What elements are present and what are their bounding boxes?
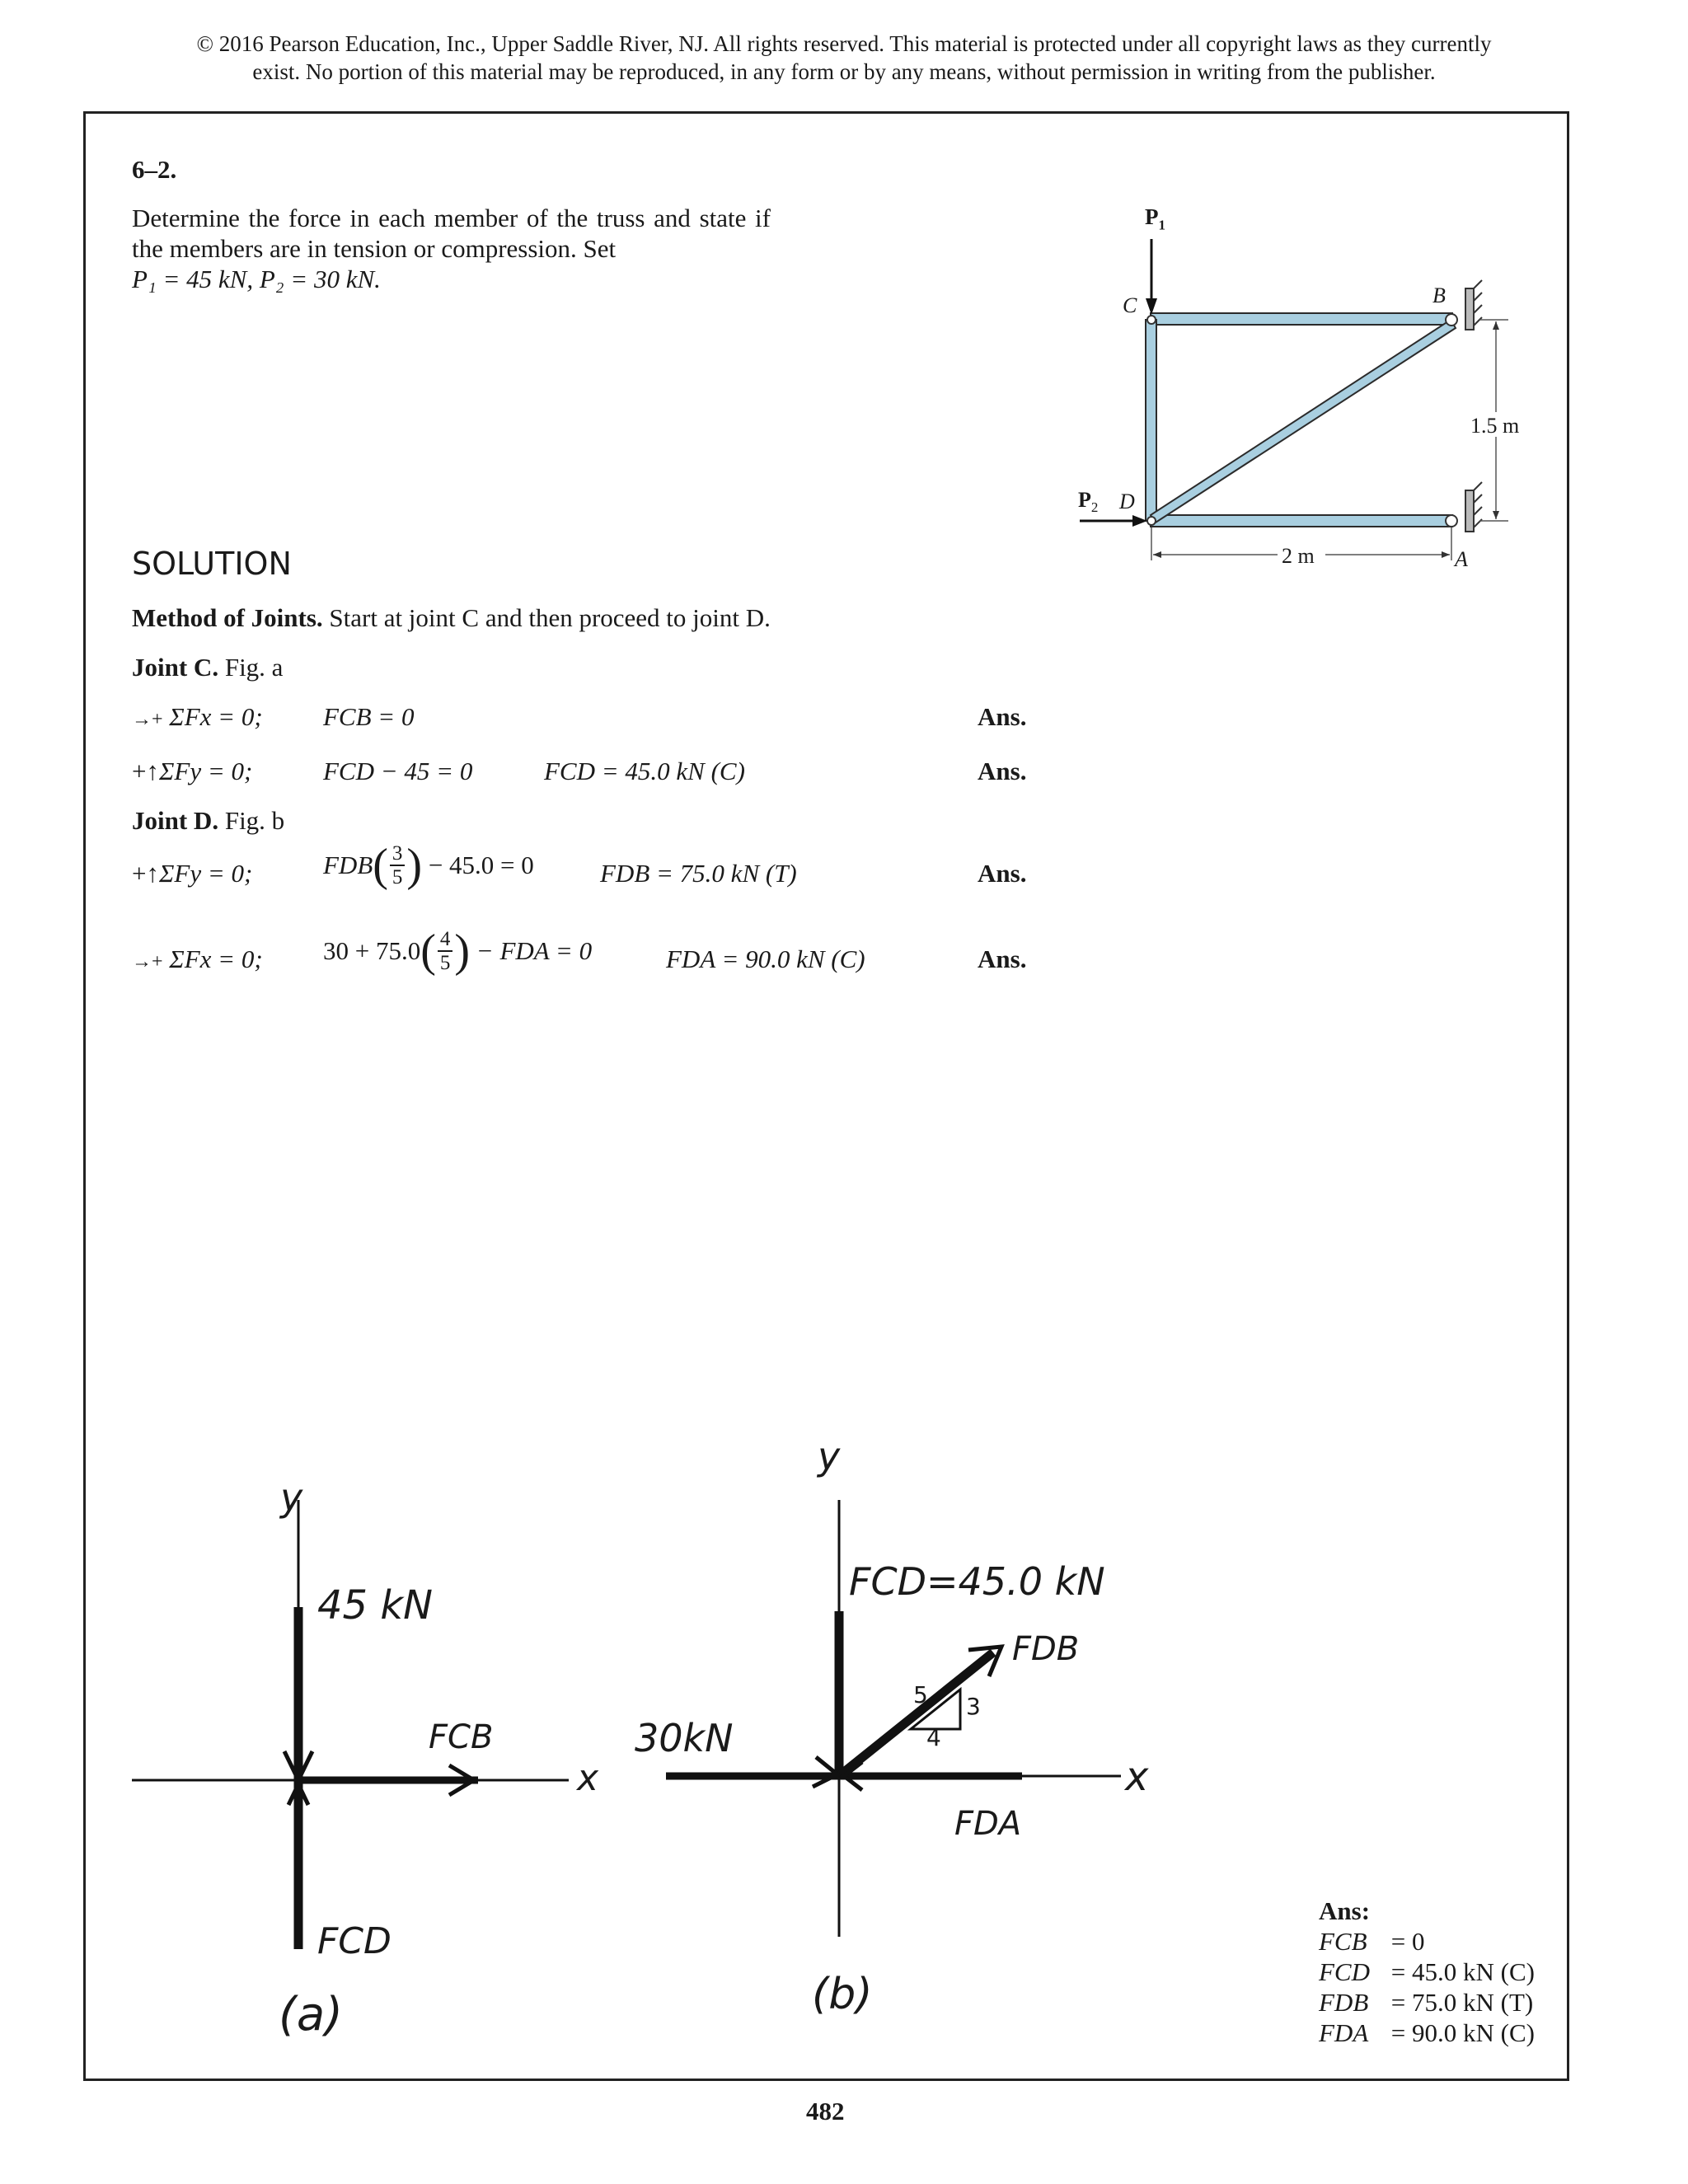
- eq4-ans: Ans.: [978, 944, 1027, 973]
- fbd-b-slope-3: 3: [966, 1693, 981, 1720]
- eq2-ans: Ans.: [978, 757, 1027, 785]
- dimension-width-label: 2 m: [1282, 544, 1315, 568]
- dimension-height-label: 1.5 m: [1470, 414, 1520, 438]
- truss-members: [1146, 313, 1456, 527]
- fbd-a-caption: (a): [279, 1988, 344, 2041]
- label-P2: $P_2$: [1078, 488, 1099, 516]
- fbd-b-fda: FDA: [954, 1805, 1022, 1843]
- eq1-condition: →+ ΣFx = 0;: [132, 702, 263, 731]
- copyright-line-1: © 2016 Pearson Education, Inc., Upper Saddle River, NJ. All rights reserved. This material is protected under all copyright laws as they currently: [196, 31, 1492, 56]
- joint-C-heading: Joint C. Fig. a: [132, 653, 284, 682]
- fbd-b-load: 30kN: [635, 1716, 734, 1760]
- fbd-b-slope-4: 4: [926, 1724, 941, 1751]
- eq3-body: FDB( $\frac{3}{5}$ ) − 45.0 = 0: [323, 840, 534, 891]
- fbd-a-fcb: FCB: [429, 1718, 494, 1756]
- eq1-body: FCB = 0: [323, 702, 415, 731]
- copyright-line-2: exist. No portion of this material may be reproduced, in any form or by any means, without permission in writing from the publisher.: [252, 59, 1436, 84]
- support-A: [1465, 482, 1482, 532]
- support-B: [1465, 280, 1482, 330]
- joint-A: [1446, 515, 1457, 527]
- fbd-a-y-label: y: [280, 1475, 303, 1520]
- problem-statement: [132, 203, 771, 294]
- answer-summary-title: Ans:: [1319, 1896, 1371, 1925]
- label-A: A: [1455, 547, 1468, 571]
- fbd-b-y-label: y: [818, 1434, 841, 1479]
- member-CD: [1146, 320, 1156, 521]
- eq3-result: FDB = 75.0 kN (T): [600, 859, 797, 888]
- solution-title: SOLUTION: [132, 546, 292, 582]
- label-C: C: [1123, 293, 1137, 317]
- answer-summary: [1319, 1896, 1535, 2048]
- fbd-a-fcd: FCD: [317, 1920, 392, 1962]
- eq3-ans: Ans.: [978, 859, 1027, 888]
- member-DA: [1151, 515, 1452, 527]
- load-P2-arrow: [1080, 515, 1147, 527]
- problem-text: Determine the force in each member of the truss and state if the members are in tension or compression. Set: [132, 204, 771, 263]
- joint-D-heading: Joint D. Fig. b: [132, 806, 285, 835]
- problem-number: 6–2.: [132, 155, 177, 184]
- eq2-body: FCD − 45 = 0: [323, 757, 473, 785]
- eq4-body: 30 + 75.0( $\frac{4}{5}$ ) − FDA = 0: [323, 926, 593, 977]
- problem-givens: P₁ = 45 kN, P₂ = 30 kN.: [132, 265, 381, 293]
- fbd-a-x-label: x: [577, 1757, 599, 1799]
- eq2-result: FCD = 45.0 kN (C): [544, 757, 745, 785]
- truss-figure: [1063, 198, 1558, 577]
- joint-D: [1147, 517, 1156, 525]
- copyright-notice: [49, 30, 1639, 86]
- fbd-b-caption: (b): [812, 1970, 873, 2019]
- member-DB: [1151, 320, 1456, 523]
- joint-B: [1446, 314, 1457, 326]
- eq4-condition: →+ ΣFx = 0;: [132, 944, 263, 973]
- eq2-condition: +↑ΣFy = 0;: [132, 757, 253, 785]
- page-number: 482: [806, 2097, 845, 2125]
- fbd-b-x-label: x: [1125, 1754, 1149, 1800]
- joint-C: [1147, 316, 1156, 324]
- fbd-b-fdb: FDB: [1012, 1630, 1080, 1668]
- label-D: D: [1119, 490, 1135, 513]
- fbd-b-slope-5: 5: [913, 1681, 928, 1708]
- label-P1: $P_1$: [1145, 204, 1165, 233]
- eq1-ans: Ans.: [978, 702, 1027, 731]
- answer-row: FDB = 75.0 kN (T): [1319, 1988, 1534, 2017]
- answer-row: FCB = 0: [1319, 1927, 1425, 1956]
- fbd-b-fcd: FCD=45.0 kN: [849, 1559, 1105, 1604]
- answer-row: FCD = 45.0 kN (C): [1319, 1957, 1535, 1986]
- eq3-condition: +↑ΣFy = 0;: [132, 859, 253, 888]
- member-CB: [1151, 313, 1452, 325]
- method-line: Method of Joints. Start at joint C and then proceed to joint D.: [132, 603, 771, 632]
- label-B: B: [1432, 284, 1446, 307]
- fbd-a-load: 45 kN: [317, 1582, 434, 1629]
- answer-row: FDA = 90.0 kN (C): [1319, 2018, 1535, 2047]
- eq4-result: FDA = 90.0 kN (C): [666, 944, 865, 973]
- load-P1-arrow: [1146, 239, 1157, 315]
